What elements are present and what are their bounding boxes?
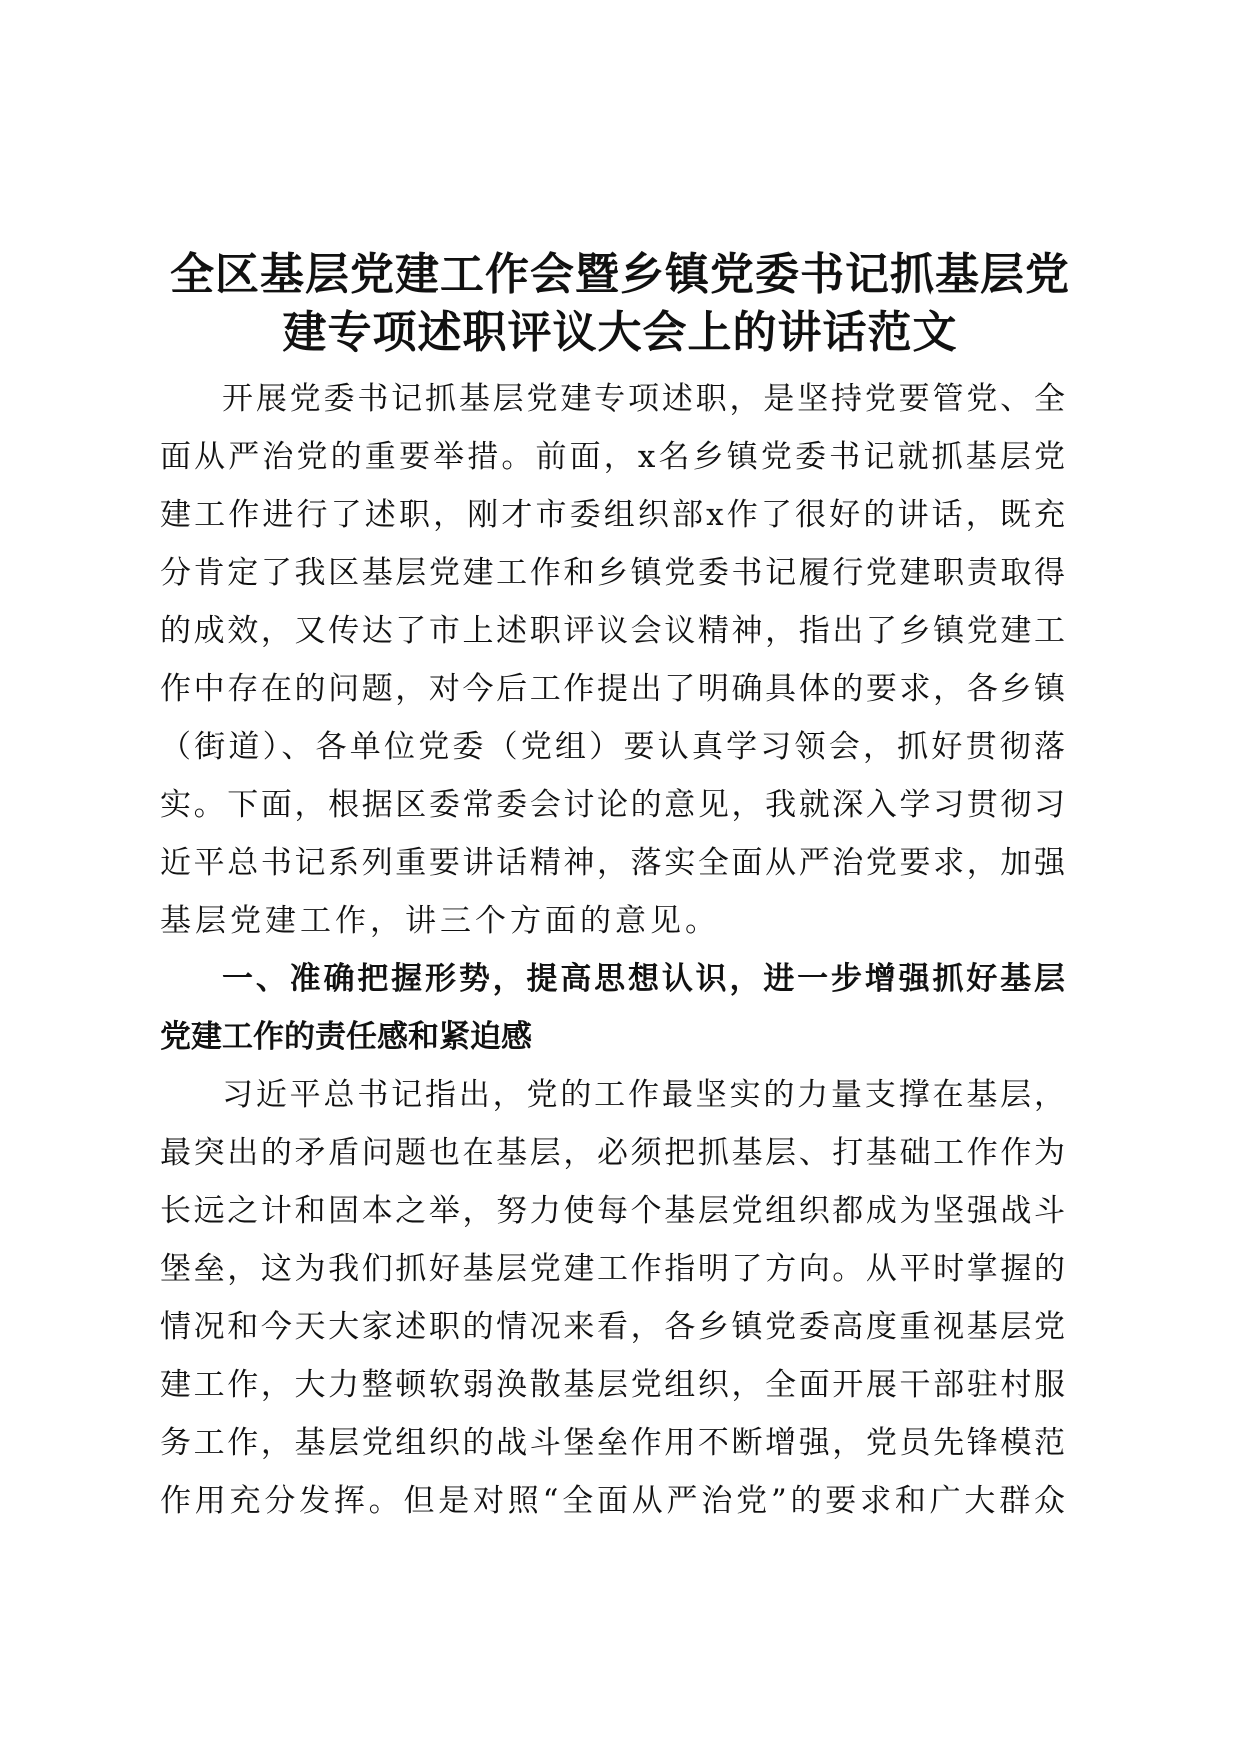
intro-line: 面从严治党的重要举措。前面，x名乡镇党委书记就抓基层党 bbox=[160, 439, 1065, 475]
intro-line: （街道）、各单位党委（党组）要认真学习领会，抓好贯彻落 bbox=[160, 729, 1065, 765]
intro-line: 建工作进行了述职，刚才市委组织部x作了很好的讲话，既充 bbox=[160, 497, 1065, 533]
intro-line: 基层党建工作，讲三个方面的意见。 bbox=[160, 903, 720, 939]
section-line: 最突出的矛盾问题也在基层，必须把抓基层、打基础工作作为 bbox=[160, 1135, 1065, 1171]
document-title bbox=[150, 246, 1090, 362]
section-heading-line: 党建工作的责任感和紧迫感 bbox=[160, 1019, 532, 1055]
intro-line: 开展党委书记抓基层党建专项述职，是坚持党要管党、全 bbox=[222, 381, 1065, 417]
intro-line: 实。下面，根据区委常委会讨论的意见，我就深入学习贯彻习 bbox=[160, 787, 1065, 823]
section-line: 长远之计和固本之举，努力使每个基层党组织都成为坚强战斗 bbox=[160, 1193, 1065, 1229]
section-line: 作用充分发挥。但是对照“全面从严治党”的要求和广大群众 bbox=[160, 1483, 1065, 1519]
section-line: 建工作，大力整顿软弱涣散基层党组织，全面开展干部驻村服 bbox=[160, 1367, 1065, 1403]
intro-line: 作中存在的问题，对今后工作提出了明确具体的要求，各乡镇 bbox=[160, 671, 1065, 707]
section-heading-line: 一、准确把握形势，提高思想认识，进一步增强抓好基层 bbox=[222, 961, 1065, 997]
intro-line: 的成效，又传达了市上述职评议会议精神，指出了乡镇党建工 bbox=[160, 613, 1065, 649]
intro-line: 近平总书记系列重要讲话精神，落实全面从严治党要求，加强 bbox=[160, 845, 1065, 881]
section-line: 情况和今天大家述职的情况来看，各乡镇党委高度重视基层党 bbox=[160, 1309, 1065, 1345]
title-line-1: 全区基层党建工作会暨乡镇党委书记抓基层党 bbox=[170, 249, 1070, 300]
section-line: 堡垒，这为我们抓好基层党建工作指明了方向。从平时掌握的 bbox=[160, 1251, 1065, 1287]
intro-line: 分肯定了我区基层党建工作和乡镇党委书记履行党建职责取得 bbox=[160, 555, 1065, 591]
section-line: 务工作，基层党组织的战斗堡垒作用不断增强，党员先锋模范 bbox=[160, 1425, 1065, 1461]
section-line: 习近平总书记指出，党的工作最坚实的力量支撑在基层， bbox=[222, 1077, 1065, 1113]
title-line-2: 建专项述职评议大会上的讲话范文 bbox=[282, 307, 958, 358]
